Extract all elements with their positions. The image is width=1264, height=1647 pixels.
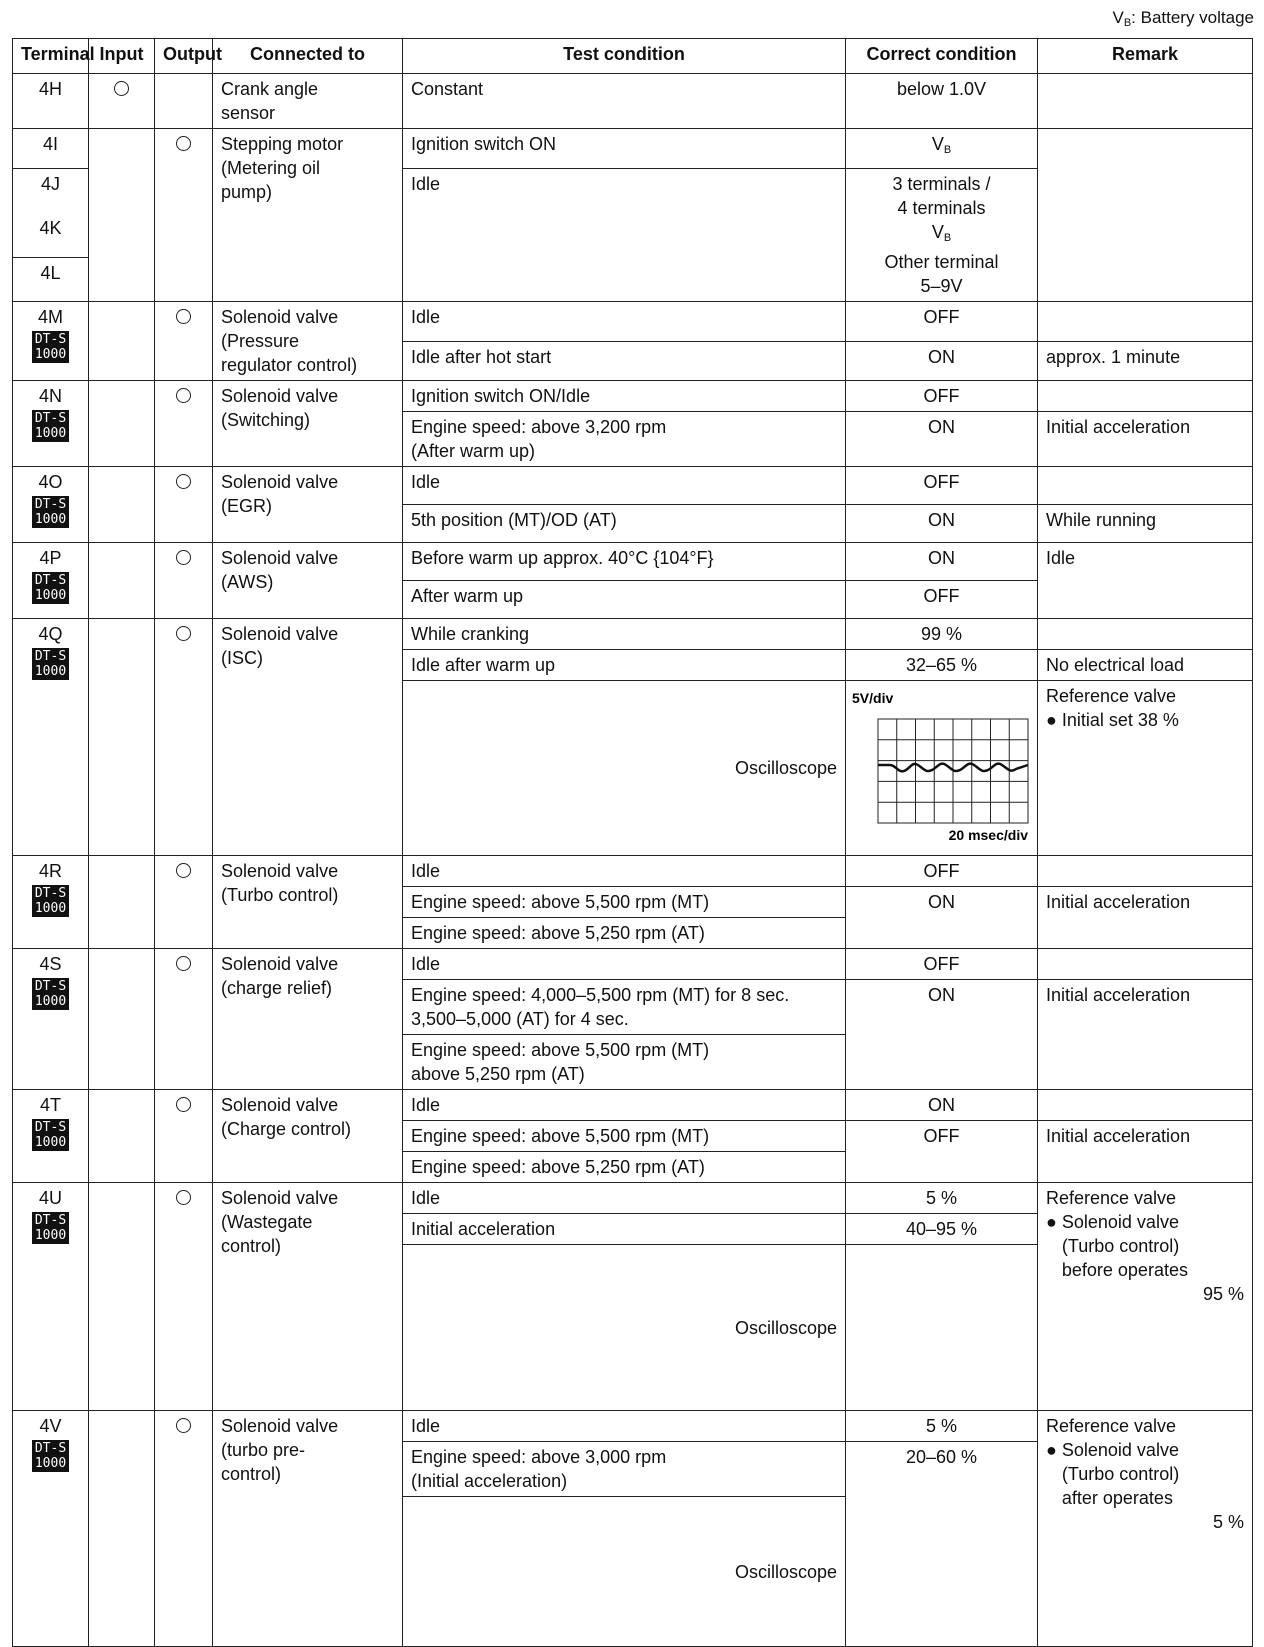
- dt-s-1000-badge: DT-S 1000: [32, 410, 69, 442]
- test-cell: Idle after warm up: [403, 650, 846, 681]
- test-cell: Idle: [403, 1090, 846, 1121]
- test-cell: Idle: [403, 302, 846, 342]
- correct-cell: ON: [846, 341, 1038, 381]
- output-mark-icon: [176, 550, 191, 565]
- table-row: [13, 381, 1253, 412]
- test-cell: Idle: [403, 1411, 846, 1442]
- connected-cell: Solenoid valve (EGR): [213, 467, 403, 543]
- correct-cell: ON: [846, 543, 1038, 581]
- test-cell: Before warm up approx. 40°C {104°F}: [403, 543, 846, 581]
- connected-cell: Solenoid valve (turbo pre- control): [213, 1411, 403, 1647]
- output-mark-icon: [176, 136, 191, 151]
- connected-cell: Solenoid valve (Turbo control): [213, 856, 403, 949]
- remark-cell: Reference valve ● Initial set 38 %: [1038, 681, 1253, 856]
- dt-s-1000-badge: DT-S 1000: [32, 1119, 69, 1151]
- output-mark-icon: [176, 388, 191, 403]
- terminal-cell: 4Q DT-S 1000: [13, 619, 89, 856]
- battery-voltage-note: $V_B$: Battery voltage: [1112, 8, 1254, 29]
- correct-cell: ON: [846, 412, 1038, 467]
- terminal-cell: 4M DT-S 1000: [13, 302, 89, 381]
- header-remark: Remark: [1038, 39, 1253, 74]
- correct-cell: OFF: [846, 949, 1038, 980]
- test-cell: Engine speed: above 3,200 rpm (After warm up): [403, 412, 846, 467]
- dt-s-1000-badge: DT-S 1000: [32, 1440, 69, 1472]
- correct-cell: 20–60 %: [846, 1442, 1038, 1647]
- terminal-cell: 4H: [13, 74, 89, 129]
- table-row: [13, 949, 1253, 980]
- connected-cell: Solenoid valve (Charge control): [213, 1090, 403, 1183]
- scope-bottom-label: 20 msec/div: [948, 827, 1028, 843]
- header-connected: Connected to: [213, 39, 403, 74]
- test-cell: Engine speed: above 5,250 rpm (AT): [403, 1152, 846, 1183]
- test-cell: Idle: [403, 169, 846, 302]
- correct-cell: 99 %: [846, 619, 1038, 650]
- terminal-cell: 4V DT-S 1000: [13, 1411, 89, 1647]
- correct-cell: OFF: [846, 381, 1038, 412]
- scope-cell: [846, 681, 1038, 856]
- table-row: [13, 467, 1253, 505]
- dt-s-1000-badge: DT-S 1000: [32, 1212, 69, 1244]
- header-terminal: Terminal: [13, 39, 89, 74]
- header-output: Output: [155, 39, 213, 74]
- connected-cell: Stepping motor (Metering oil pump): [213, 129, 403, 302]
- header-row: [13, 39, 1253, 74]
- correct-cell: 5 %: [846, 1183, 1038, 1214]
- connected-cell: Solenoid valve (Switching): [213, 381, 403, 467]
- output-mark-icon: [176, 863, 191, 878]
- test-cell: Engine speed: 4,000–5,500 rpm (MT) for 8 sec. 3,500–5,000 (AT) for 4 sec.: [403, 980, 846, 1035]
- test-cell: Engine speed: above 5,250 rpm (AT): [403, 918, 846, 949]
- remark-cell: Initial acceleration: [1038, 1121, 1253, 1183]
- dt-s-1000-badge: DT-S 1000: [32, 885, 69, 917]
- table-row: [13, 1411, 1253, 1442]
- table-row: [13, 856, 1253, 887]
- table-row: [13, 619, 1253, 650]
- connected-cell: Solenoid valve (ISC): [213, 619, 403, 856]
- test-cell: 5th position (MT)/OD (AT): [403, 505, 846, 543]
- test-cell: Ignition switch ON/Idle: [403, 381, 846, 412]
- connected-cell: Solenoid valve (AWS): [213, 543, 403, 619]
- correct-cell: 32–65 %: [846, 650, 1038, 681]
- correct-cell: ON: [846, 980, 1038, 1090]
- dt-s-1000-badge: DT-S 1000: [32, 331, 69, 363]
- correct-cell: OFF: [846, 467, 1038, 505]
- test-cell: Idle: [403, 1183, 846, 1214]
- remark-cell: Initial acceleration: [1038, 887, 1253, 949]
- correct-cell: 40–95 %: [846, 1214, 1038, 1245]
- output-mark-icon: [176, 1097, 191, 1112]
- remark-cell: While running: [1038, 505, 1253, 543]
- remark-cell: Reference valve ● Solenoid valve (Turbo control) before operates 95 %: [1038, 1183, 1253, 1411]
- remark-cell: approx. 1 minute: [1038, 341, 1253, 381]
- terminal-cell: 4N DT-S 1000: [13, 381, 89, 467]
- correct-cell: 3 terminals / 4 terminals $V_B$ Other terminal 5–9V: [846, 169, 1038, 302]
- correct-cell: OFF: [846, 856, 1038, 887]
- output-mark-icon: [176, 956, 191, 971]
- correct-cell: ON: [846, 505, 1038, 543]
- correct-cell: ON: [846, 887, 1038, 949]
- dt-s-1000-badge: DT-S 1000: [32, 978, 69, 1010]
- input-mark-icon: [114, 81, 129, 96]
- test-cell: Initial acceleration: [403, 1214, 846, 1245]
- header-correct: Correct condition: [846, 39, 1038, 74]
- oscilloscope-label: Oscilloscope: [403, 1497, 846, 1647]
- test-cell: Idle: [403, 467, 846, 505]
- test-cell: Engine speed: above 3,000 rpm (Initial acceleration): [403, 1442, 846, 1497]
- test-cell: Idle: [403, 949, 846, 980]
- header-test: Test condition: [403, 39, 846, 74]
- test-cell: Idle after hot start: [403, 341, 846, 381]
- terminal-cell: 4S DT-S 1000: [13, 949, 89, 1090]
- dt-s-1000-badge: DT-S 1000: [32, 496, 69, 528]
- oscilloscope-label: Oscilloscope: [403, 681, 846, 856]
- terminal-cell: 4P DT-S 1000: [13, 543, 89, 619]
- terminal-cell: 4R DT-S 1000: [13, 856, 89, 949]
- test-cell: Engine speed: above 5,500 rpm (MT) above 5,250 rpm (AT): [403, 1035, 846, 1090]
- connected-cell: Solenoid valve (Pressure regulator control): [213, 302, 403, 381]
- terminal-cell: 4O DT-S 1000: [13, 467, 89, 543]
- output-mark-icon: [176, 1418, 191, 1433]
- terminal-spec-table: [12, 38, 1253, 1647]
- test-cell: While cranking: [403, 619, 846, 650]
- output-mark-icon: [176, 626, 191, 641]
- test-cell: Ignition switch ON: [403, 129, 846, 169]
- oscilloscope-label: Oscilloscope: [403, 1245, 846, 1411]
- table-row: [13, 74, 1253, 129]
- test-cell: Constant: [403, 74, 846, 129]
- test-cell: Idle: [403, 856, 846, 887]
- terminal-cell: 4J: [13, 169, 89, 213]
- remark-cell: Initial acceleration: [1038, 980, 1253, 1090]
- correct-cell: OFF: [846, 1121, 1038, 1183]
- table-row: [13, 1090, 1253, 1121]
- dt-s-1000-badge: DT-S 1000: [32, 572, 69, 604]
- oscilloscope-trace: [848, 685, 1034, 845]
- remark-cell: Idle: [1038, 543, 1253, 619]
- table-row: [13, 1183, 1253, 1214]
- scope-top-label: 5V/div: [852, 690, 894, 706]
- terminal-cell: 4T DT-S 1000: [13, 1090, 89, 1183]
- correct-cell: 5 %: [846, 1411, 1038, 1442]
- connected-cell: Solenoid valve (Wastegate control): [213, 1183, 403, 1411]
- header-input: Input: [89, 39, 155, 74]
- test-cell: Engine speed: above 5,500 rpm (MT): [403, 887, 846, 918]
- table-row: [13, 302, 1253, 342]
- correct-cell: $V_B$: [846, 129, 1038, 169]
- remark-cell: No electrical load: [1038, 650, 1253, 681]
- test-cell: After warm up: [403, 581, 846, 619]
- terminal-cell: 4K: [13, 213, 89, 257]
- output-mark-icon: [176, 474, 191, 489]
- correct-cell: below 1.0V: [846, 74, 1038, 129]
- correct-cell: OFF: [846, 581, 1038, 619]
- output-mark-icon: [176, 309, 191, 324]
- correct-cell: ON: [846, 1090, 1038, 1121]
- terminal-cell: 4L: [13, 257, 89, 301]
- terminal-cell: 4I: [13, 129, 89, 169]
- connected-cell: Crank angle sensor: [213, 74, 403, 129]
- test-cell: Engine speed: above 5,500 rpm (MT): [403, 1121, 846, 1152]
- table-row: [13, 129, 1253, 169]
- terminal-cell: 4U DT-S 1000: [13, 1183, 89, 1411]
- dt-s-1000-badge: DT-S 1000: [32, 648, 69, 680]
- output-mark-icon: [176, 1190, 191, 1205]
- remark-cell: Initial acceleration: [1038, 412, 1253, 467]
- connected-cell: Solenoid valve (charge relief): [213, 949, 403, 1090]
- remark-cell: Reference valve ● Solenoid valve (Turbo control) after operates 5 %: [1038, 1411, 1253, 1647]
- table-row: [13, 543, 1253, 581]
- correct-cell: OFF: [846, 302, 1038, 342]
